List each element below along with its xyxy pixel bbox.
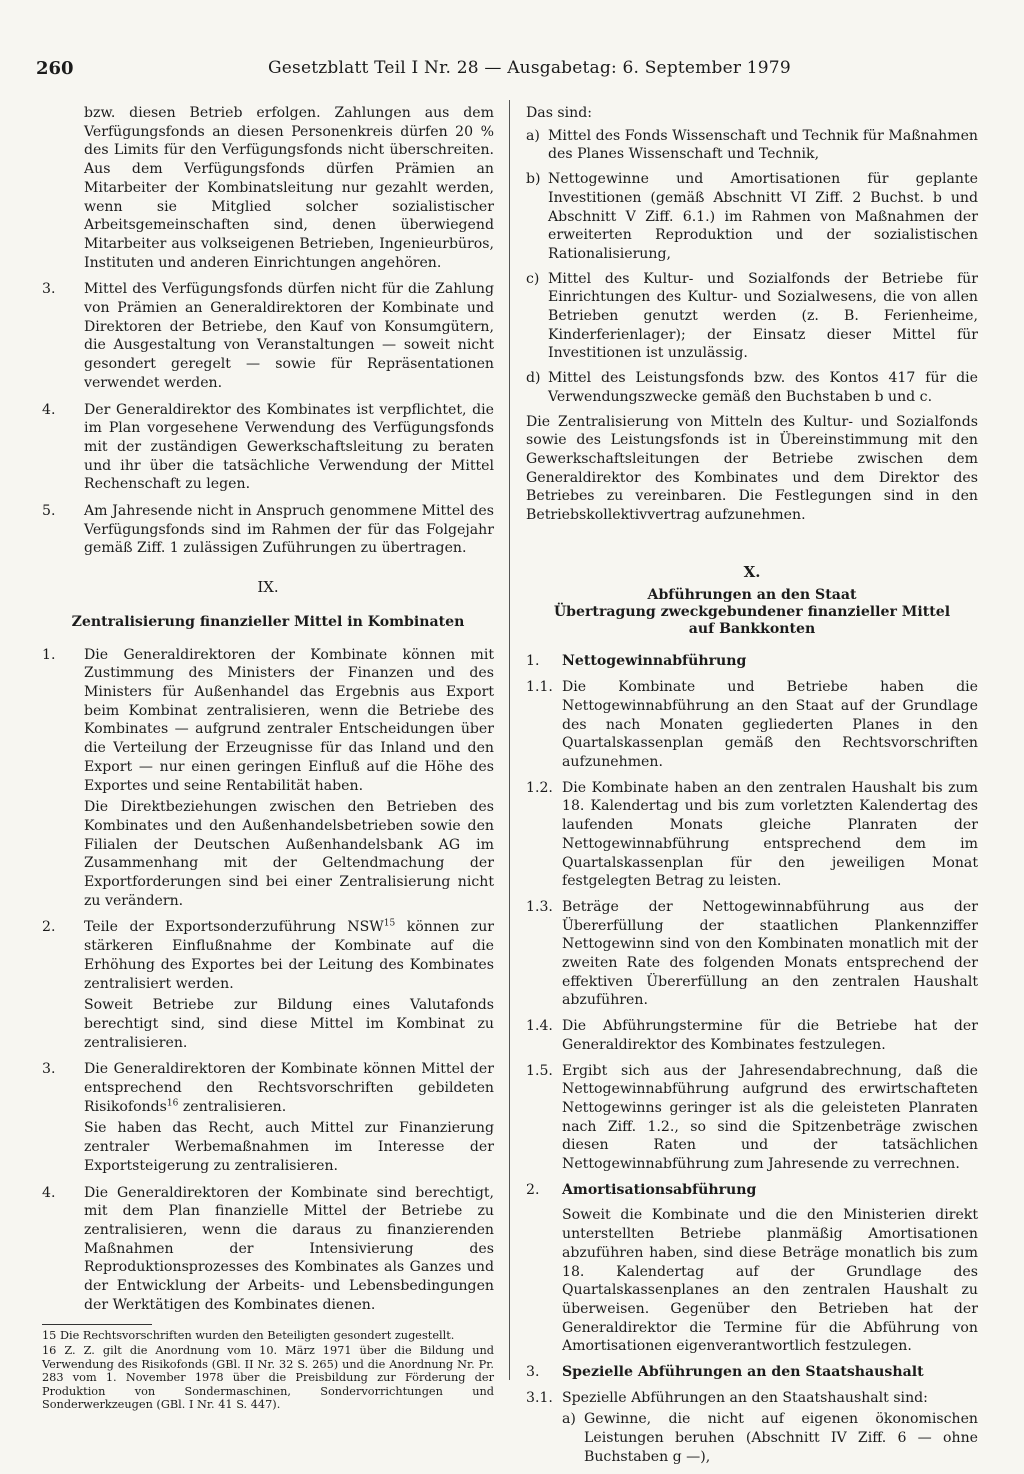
list-label: a) <box>526 127 540 144</box>
subsection-title: Nettogewinnabführung <box>562 653 747 670</box>
section-item <box>526 1389 978 1408</box>
closing-paragraph: Die Zentralisierung von Mitteln des Kultur- und Sozialfonds sowie des Leistungsfonds ist in Übereinstimmung mit den Gewerkschaftsleitungen der Betriebe zwischen dem Generaldirektor des Kombinates und dem Direktor des Betriebes zu vereinbaren. Die Festlegungen sind in den Betriebskollektivvertrag aufzunehmen. <box>526 413 978 524</box>
footnote-ref: 15 <box>383 918 396 929</box>
list-text: Mittel des Fonds Wissenschaft und Technik für Maßnahmen des Planes Wissenschaft und Technik, <box>548 127 978 163</box>
list-intro: Das sind: <box>526 105 593 121</box>
section-item <box>526 1410 978 1466</box>
list-item <box>42 646 494 911</box>
list-label: d) <box>526 370 541 387</box>
list-text: Mittel des Leistungsfonds bzw. des Kontos 417 für die Verwendungszwecke gemäß den Buchstaben b und c. <box>548 370 978 405</box>
list-item <box>526 369 978 406</box>
item-number: 4. <box>42 1184 56 1201</box>
item-text: Teile der Exportsonderzuführung NSW$^{15}$ können zur stärkeren Einflußnahme der Kombinate auf die Erhöhung des Exportes bei der Leitung des Kombinates zentralisiert werden. <box>84 918 495 992</box>
item-number: 1.5. <box>526 1062 553 1079</box>
list-text: Gewinne, die nicht auf eigenen ökonomischen Leistungen beruhen (Abschnitt IV Ziff. 6 — ohne Buchstaben g —), <box>584 1411 978 1465</box>
section-item <box>526 1206 978 1356</box>
section-ix-title: Zentralisierung finanzieller Mittel in Kombinaten <box>71 613 465 630</box>
item-number: 1. <box>526 653 540 670</box>
item-text: Beträge der Nettogewinnabführung aus der Übererfüllung der staatlichen Plankennziffer Nettogewinn sind von den Kombinaten monatlich mit der zweiten Rate des folgenden Monats entsprechend der effektiven Übererfüllung an den zentralen Haushalt abzuführen. <box>562 898 978 1009</box>
item-text: Die Generaldirektoren der Kombinate können Mittel der entsprechend den Rechtsvorschriften gebildeten Risikofonds$^{16}$ zentralisieren. <box>84 1061 494 1115</box>
item-number: 3. <box>42 281 56 298</box>
section-x-number: X. <box>743 562 761 581</box>
left-column <box>42 104 494 1413</box>
list-text: Nettogewinne und Amortisationen für geplante Investitionen (gemäß Abschnitt VI Ziff. 2 Buchst. b und Abschnitt V Ziff. 6.1.) im Rahmen von Maßnahmen der erweiterten Reproduktion und der sozialistischen Rationalisierung, <box>548 171 978 262</box>
item-text: Die Generaldirektoren der Kombinate können mit Zustimmung des Ministers der Finanzen und des Ministers für Außenhandel das Ergebnis aus Export beim Kombinat zentralisieren, wenn die Betriebe des Kombinates — aufgrund zentraler Entscheidungen über die Verteilung der Erzeugnisse für das Inland und den Export — nur einen geringen Einfluß auf die Höhe des Exportes und seine Rentabilität haben. <box>84 646 494 794</box>
section-item <box>526 1363 978 1382</box>
item-subparagraph: Soweit Betriebe zur Bildung eines Valutafonds berechtigt sind, sind diese Mittel im Kombinat zu zentralisieren. <box>84 997 494 1051</box>
item-text: Mittel des Verfügungsfonds dürfen nicht für die Zahlung von Prämien an Generaldirektoren der Kombinate und Direktoren der Betriebe, den Kauf von Konsumgütern, die Ausgestaltung von Veranstaltungen — soweit nicht gesondert geregelt — sowie für Repräsentationen verwendet werden. <box>84 281 494 391</box>
list-label: b) <box>526 171 541 188</box>
list-label: c) <box>526 270 540 287</box>
footnote-15: 15 Die Rechtsvorschriften wurden den Beteiligten gesondert zugestellt. <box>42 1329 455 1343</box>
subsection-title: Spezielle Abführungen an den Staatshaushalt <box>562 1364 924 1381</box>
footnote-rule <box>42 1324 152 1325</box>
section-x-title: Abführungen an den Staat Übertragung zweckgebundener finanzieller Mittel auf Bankkonten <box>553 587 951 638</box>
item-number: 3. <box>42 1061 56 1078</box>
item-text: Am Jahresende nicht in Anspruch genommene Mittel des Verfügungsfonds sind im Rahmen der für das Folgejahr gemäß Ziff. 1 zulässigen Zuführungen zu übertragen. <box>84 503 494 557</box>
subsection-title: Amortisationsabführung <box>562 1181 757 1198</box>
list-text: Mittel des Kultur- und Sozialfonds der Betriebe für Einrichtungen des Kultur- und Sozialwesens, die von allen Betrieben genutzt werden (z. B. Ferienheime, Kinderferienlager); der Einsatz dieser Mittel für Investitionen ist unzulässig. <box>548 270 978 362</box>
list-item <box>526 170 978 264</box>
list-item <box>526 270 978 364</box>
item-text: Die Kombinate und Betriebe haben die Nettogewinnabführung an den Staat auf der Grundlage des nach Monaten gegliederten Planes in den Quartalskassenplan gemäß den Rechtsvorschriften aufzunehmen. <box>562 679 978 770</box>
item-text: Ergibt sich aus der Jahresendabrechnung, daß die Nettogewinnabführung aufgrund des erwirtschafteten Nettogewinns geringer ist als die geleisteten Planraten nach Ziff. 1.2., so sind die Spitzenbeträge zwischen diesen Raten und der tatsächlichen Nettogewinnabführung zum Jahresende zu verrechnen. <box>562 1062 978 1173</box>
list-item <box>526 127 978 164</box>
item-text: Die Generaldirektoren der Kombinate sind berechtigt, mit dem Plan finanzielle Mittel der Betriebe zu zentralisieren, wenn die daraus zu finanzierenden Maßnahmen der Intensivierung des Reproduktionsprozesses des Kombinates als Ganzes und der Entwicklung der Arbeits- und Lebensbedingungen der Werktätigen des Kombinates dienen. <box>84 1184 494 1313</box>
column-divider <box>509 100 510 1380</box>
item-text: Spezielle Abführungen an den Staatshaushalt sind: <box>562 1389 928 1406</box>
list-item <box>42 401 494 495</box>
item-number: 2. <box>526 1181 540 1198</box>
item-number: 3. <box>526 1364 540 1381</box>
amortisation-paragraph: Soweit die Kombinate und die den Ministerien direkt unterstellten Betriebe planmäßig Amortisationen abzuführen haben, sind diese Beträge monatlich bis zum 18. Kalendertag auf der Grundlage des Quartalskassenplanes an den zentralen Haushalt zu überweisen. Gegenüber den Betrieben hat der Generaldirektor die Termine für die Abführung von Amortisationen eigenverantwortlich festzulegen. <box>562 1207 978 1355</box>
item-text: Die Kombinate haben an den zentralen Haushalt bis zum 18. Kalendertag und bis zum vorletzten Kalendertag des laufenden Monats gleiche Planraten der Nettogewinnabführung entsprechend dem im Quartalskassenplan für den jeweiligen Monat festgelegten Betrag zu leisten. <box>562 779 978 890</box>
footnotes <box>42 1329 494 1412</box>
page-header <box>36 58 976 88</box>
section-item <box>526 779 978 891</box>
item-number: 1. <box>42 646 56 663</box>
list-item <box>42 280 494 392</box>
right-column <box>526 104 978 1474</box>
list-item <box>42 918 494 1052</box>
item-subparagraph: Sie haben das Recht, auch Mittel zur Finanzierung zentraler Werbemaßnahmen im Interesse der Exportsteigerung zu zentralisieren. <box>84 1120 494 1174</box>
item-text: Die Abführungstermine für die Betriebe hat der Generaldirektor des Kombinates festzulegen. <box>562 1018 978 1053</box>
section-item <box>526 1062 978 1174</box>
section-item <box>526 652 978 671</box>
section-item <box>526 898 978 1010</box>
list-item <box>42 502 494 558</box>
footnote-ref: 16 <box>166 1098 179 1109</box>
item-number: 4. <box>42 401 56 418</box>
list-label: a) <box>562 1411 576 1428</box>
section-item <box>526 678 978 772</box>
item-number: 1.1. <box>526 679 553 696</box>
list-item <box>42 1060 494 1175</box>
item-number: 3.1. <box>526 1389 553 1406</box>
item-subparagraph: Die Direktbeziehungen zwischen den Betrieben des Kombinates und den Außenhandelsbetrieben sowie den Filialen der Deutschen Außenhandelsbank AG im Zusammenhang mit der Geltendmachung der Exportforderungen sind bei einer Zentralisierung nicht zu verändern. <box>84 799 494 909</box>
section-item <box>526 1017 978 1054</box>
page-number: 260 <box>36 58 74 79</box>
item-number: 5. <box>42 503 56 520</box>
item-number: 1.4. <box>526 1018 553 1035</box>
continuation-paragraph: bzw. diesen Betrieb erfolgen. Zahlungen aus dem Verfügungsfonds an diesen Personenkreis dürfen 20 % des Limits für den Verfügungsfonds nicht überschreiten. Aus dem Verfügungsfonds dürfen Prämien an Mitarbeiter der Kombinatsleitung nur gezahlt werden, wenn sie Mitglied solcher sozialistischer Arbeitsgemeinschaften sind, denen überwiegend Mitarbeiter aus volkseigenen Betrieben, Ingenieurbüros, Instituten und anderen Einrichtungen angehören. <box>84 105 494 271</box>
item-number: 1.2. <box>526 779 553 796</box>
section-item <box>526 1181 978 1200</box>
footnote-16: 16 Z. Z. gilt die Anordnung vom 10. März 1971 über die Bildung und Verwendung des Risikofonds (GBl. II Nr. 32 S. 265) und die Anordnung Nr. Pr. 283 vom 1. November 1978 über die Preisbildung zur Förderung der Produktion von Sondermaschinen, Sondervorrichtungen und Sonderwerkzeugen (GBl. I Nr. 41 S. 447). <box>42 1344 494 1412</box>
section-ix-number: IX. <box>257 578 279 597</box>
item-number: 2. <box>42 919 56 936</box>
item-text: Der Generaldirektor des Kombinates ist verpflichtet, die im Plan vorgesehene Verwendung des Verfügungsfonds mit der zuständigen Gewerkschaftsleitung zu beraten und ihr über die tatsächliche Verwendung der Mittel Rechenschaft zu legen. <box>84 401 494 493</box>
header-title: Gesetzblatt Teil I Nr. 28 — Ausgabetag: 6. September 1979 <box>268 58 791 78</box>
list-item <box>42 1184 494 1315</box>
item-number: 1.3. <box>526 898 553 915</box>
